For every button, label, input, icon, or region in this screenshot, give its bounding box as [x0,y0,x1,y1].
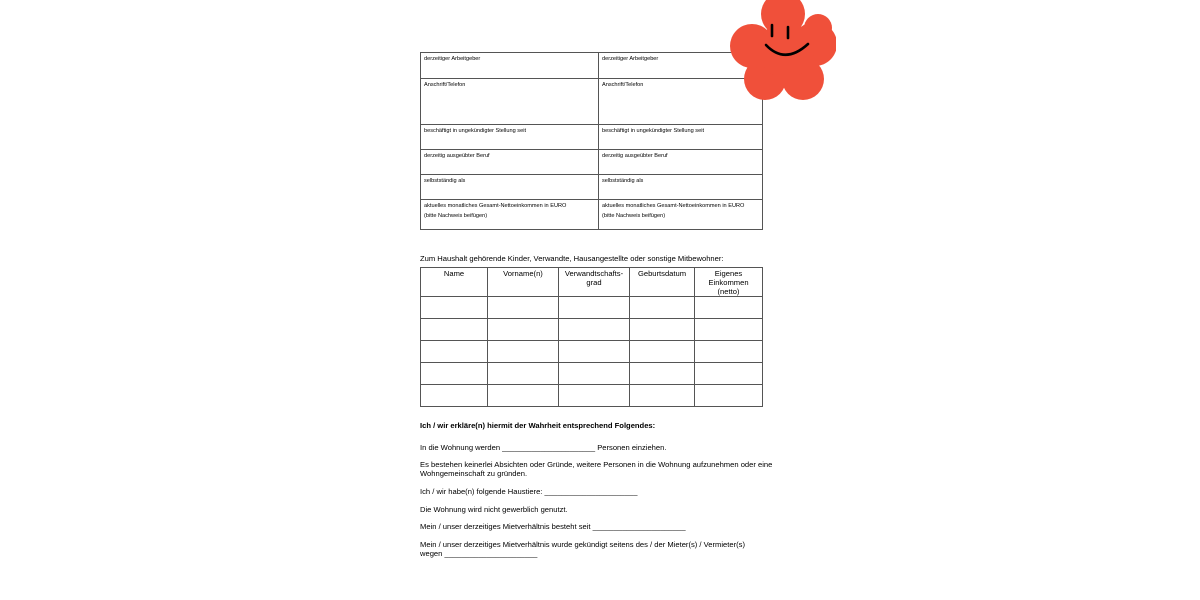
declaration-persons: In die Wohnung werden ______________________ Personen einziehen. [420,443,667,452]
profession-cell-2[interactable] [599,150,763,175]
employed-since-cell-2[interactable] [599,125,763,150]
declaration-pets: Ich / wir habe(n) folgende Haustiere: ______________________ [420,487,638,496]
income-note: (bitte Nachweis beifügen) [602,213,666,219]
household-col-firstname: Vorname(n) [488,268,559,297]
employed-since-label: beschäftigt in ungekündigter Stellung seit [424,128,526,134]
table-row [421,319,763,341]
smiley-flower-icon [730,0,836,101]
declaration-no-further-persons: Es bestehen keinerlei Absichten oder Gründe, weitere Personen in die Wohnung aufzunehmen oder eine Wohngemeinschaft zu gründen. [420,460,773,478]
declaration-no-commercial-use: Die Wohnung wird nicht gewerblich genutzt. [420,505,568,514]
employer-label: derzeitiger Arbeitgeber [602,56,659,62]
household-title: Zum Haushalt gehörende Kinder, Verwandte, Hausangestellte oder sonstige Mitbewohner: [420,254,724,263]
self-employed-label: selbstständig als [602,178,644,184]
table-row [421,363,763,385]
employer-cell-1[interactable] [421,53,599,79]
employed-since-label: beschäftigt in ungekündigter Stellung seit [602,128,704,134]
self-employed-label: selbstständig als [424,178,466,184]
address-cell-1[interactable] [421,79,599,125]
profession-cell-1[interactable] [421,150,599,175]
table-row [421,341,763,363]
income-cell-1[interactable] [421,200,599,230]
employed-since-cell-1[interactable] [421,125,599,150]
profession-label: derzeitig ausgeübter Beruf [424,153,490,159]
address-label: Anschrift/Telefon [424,82,466,88]
employment-table [420,52,763,230]
household-col-birthdate: Geburtsdatum [630,268,695,297]
household-col-relation: Verwandtschafts- grad [559,268,630,297]
self-employed-cell-1[interactable] [421,175,599,200]
self-employed-cell-2[interactable] [599,175,763,200]
household-col-income: Eigenes Einkommen (netto) [695,268,763,297]
address-label: Anschrift/Telefon [602,82,644,88]
income-cell-2[interactable] [599,200,763,230]
household-col-name: Name [421,268,488,297]
income-note: (bitte Nachweis beifügen) [424,213,488,219]
declaration-tenancy-terminated: Mein / unser derzeitiges Mietverhältnis wurde gekündigt seitens des / der Mieter(s) / Vermieter(s) wegen ______________________ [420,540,745,558]
declaration-current-tenancy: Mein / unser derzeitiges Mietverhältnis besteht seit ______________________ [420,522,686,531]
employer-label: derzeitiger Arbeitgeber [424,56,481,62]
table-row [421,297,763,319]
table-row [421,385,763,407]
income-label: aktuelles monatliches Gesamt-Nettoeinkommen in EURO [424,203,567,209]
household-table [420,267,763,407]
income-label: aktuelles monatliches Gesamt-Nettoeinkommen in EURO [602,203,745,209]
profession-label: derzeitig ausgeübter Beruf [602,153,668,159]
declaration-title: Ich / wir erkläre(n) hiermit der Wahrheit entsprechend Folgendes: [420,421,656,430]
